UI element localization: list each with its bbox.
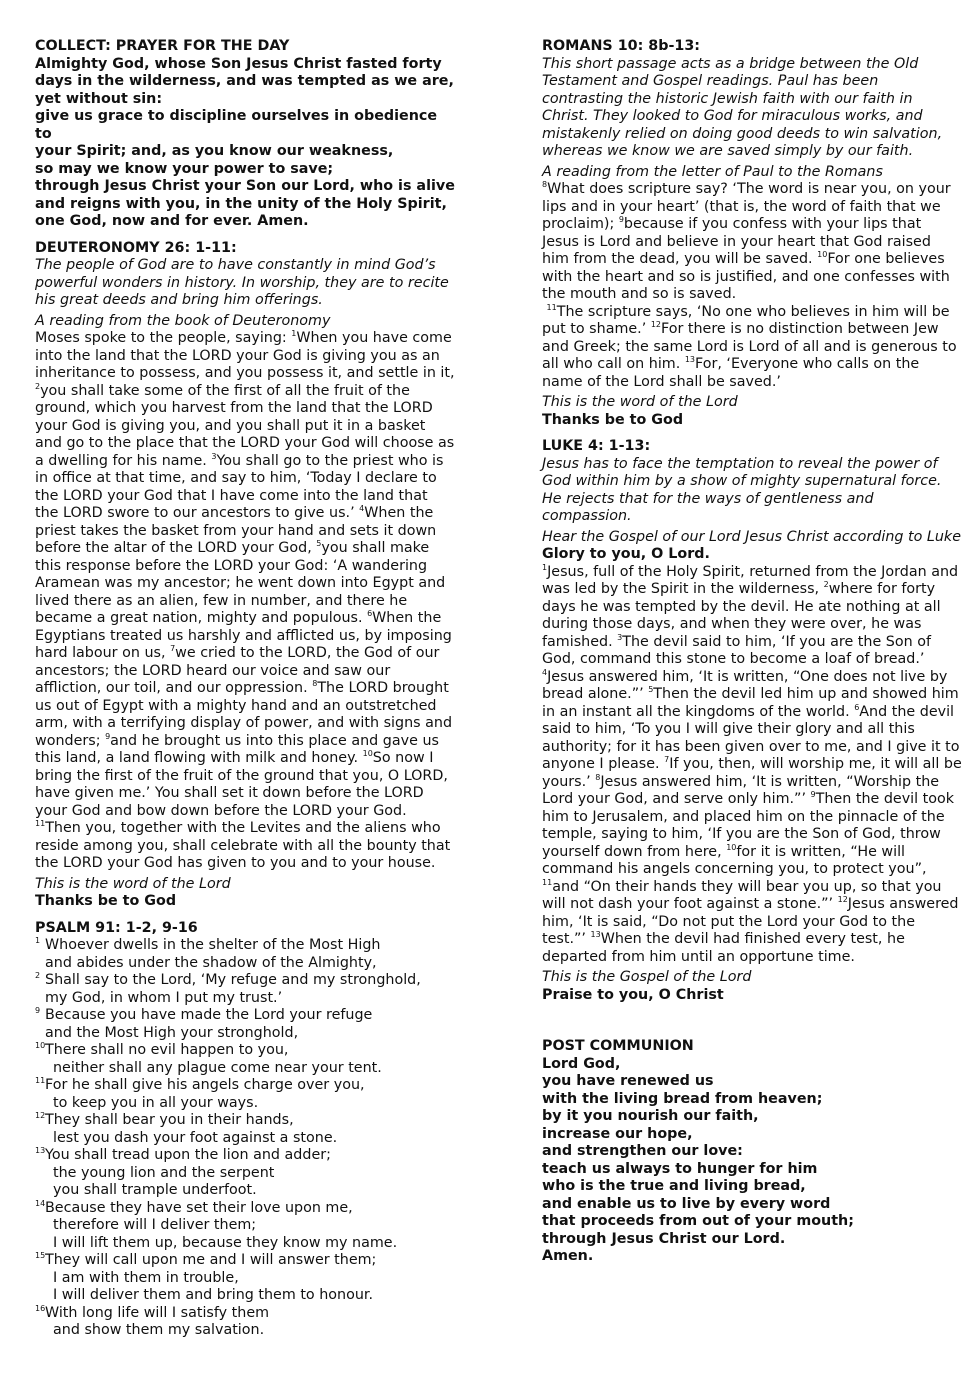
post-communion-line: and enable us to live by every word	[542, 1195, 831, 1212]
verse-text: and “On their hands they will bear you up, so that you will not dash your foot against a stone.”’	[542, 878, 942, 912]
psalm-line-text: Whoever dwells in the shelter of the Most High	[45, 937, 381, 953]
luke-announcement-response: Glory to you, O Lord.	[542, 546, 710, 562]
verse-text: The devil said to him, ‘If you are the Son of God, command this stone to become a loaf of bread.’	[542, 633, 932, 667]
verse-number: 11	[546, 302, 557, 312]
psalm-line	[35, 1060, 455, 1078]
verse-number: 9	[105, 731, 111, 741]
psalm-line-text: lest you dash your foot against a stone.	[53, 1129, 338, 1146]
verse-text: for it is written, “He will command his angels concerning you, to protect you”,	[542, 843, 927, 877]
psalm-line-text: to keep you in all your ways.	[53, 1094, 259, 1111]
psalm-heading: PSALM 91: 1-2, 9-16	[35, 919, 198, 936]
romans-heading: ROMANS 10: 8b-13:	[542, 38, 701, 54]
psalm-line: 14Because they have set their love upon me,	[35, 1198, 353, 1216]
psalm-line	[35, 1217, 455, 1235]
verse-number: 7	[664, 755, 670, 764]
deuteronomy-response: Thanks be to God	[35, 893, 177, 909]
verse-number: 1	[542, 562, 548, 572]
psalm-line	[35, 1025, 455, 1043]
psalm-line	[35, 1130, 455, 1148]
romans-intro: This short passage acts as a bridge between the Old Testament and Gospel readings. Paul has been contrasting the historic Jewish faith with our faith in Christ. They looked to God for miraculous works, and mistakenly relied on doing good deeds to win salvation, whereas we know we are saved simply by our faith.	[542, 55, 943, 159]
verse-number: 11	[35, 819, 46, 828]
verse-number: 11	[542, 877, 553, 887]
verse-number: 12	[650, 320, 661, 329]
psalm-line	[35, 990, 455, 1008]
post-communion-line: with the living bread from heaven;	[542, 1090, 823, 1107]
post-communion-line: who is the true and living bread,	[542, 1178, 806, 1194]
verse-text: For one believes with the heart and so is justified, and one confesses with the mouth and so is saved.	[542, 251, 950, 302]
deuteronomy-reading	[35, 330, 455, 873]
post-communion-section	[542, 1038, 962, 1266]
romans-reading-cont	[542, 304, 962, 392]
psalm-line-text: you shall trample underfoot.	[53, 1182, 257, 1198]
psalm-line-text: They will call upon me and I will answer them;	[45, 1252, 377, 1268]
verse-number: 13	[684, 355, 695, 364]
verse-text: You shall go to the priest who is in office at that time, and say to him, ‘Today I declare to the LORD your God that I have come into the land that the LORD swore to our ancestors to give us.’	[35, 452, 444, 521]
verse-text: When you have come into the land that the LORD your God is giving you as an inheritance to possess, and you possess it, and settle in it,	[35, 330, 455, 381]
psalm-line-text: For he shall give his angels charge over you,	[45, 1077, 365, 1093]
psalm-line: 16With long life will I satisfy them	[35, 1303, 270, 1321]
psalm-line-text: Because you have made the Lord your refuge	[45, 1007, 373, 1023]
deuteronomy-announcement: A reading from the book of Deuteronomy	[35, 312, 331, 329]
luke-response: Praise to you, O Christ	[542, 986, 724, 1003]
romans-response: Thanks be to God	[542, 411, 684, 428]
verse-number: 9	[618, 215, 624, 224]
verse-text: So now I bring the first of the fruit of the ground that you, O LORD, have given me.’ You shall set it down before the LORD your God and bow down before the LORD your God.	[35, 750, 448, 819]
psalm-line-text: With long life will I satisfy them	[45, 1304, 270, 1321]
psalm-text	[35, 937, 455, 1340]
verse-number: 1	[291, 329, 297, 338]
verse-text: Moses spoke to the people, saying:	[35, 330, 292, 346]
verse-number: 10	[817, 250, 828, 259]
psalm-line-text: There shall no evil happen to you,	[45, 1042, 289, 1058]
psalm-line	[35, 1165, 455, 1183]
verse-number: 6	[367, 609, 373, 618]
post-communion-line: that proceeds from out of your mouth;	[542, 1213, 854, 1229]
psalm-line-text: Shall say to the Lord, ‘My refuge and my stronghold,	[45, 972, 421, 988]
psalm-line-text: and show them my salvation.	[53, 1322, 265, 1338]
verse-text: we cried to the LORD, the God of our ancestors; the LORD heard our voice and saw our affliction, our toil, and our oppression.	[35, 645, 440, 696]
verse-text: For, ‘Everyone who calls on the name of the Lord shall be saved.’	[542, 356, 920, 390]
luke-heading: LUKE 4: 1-13:	[542, 438, 651, 454]
verse-text: For there is no distinction between Jew and Greek; the same Lord is Lord of all and is generous to all who call on him.	[542, 321, 957, 372]
collect-line: Almighty God, whose Son Jesus Christ fasted forty	[35, 55, 442, 72]
luke-section	[542, 438, 962, 1004]
psalm-line-text: neither shall any plague come near your tent.	[53, 1059, 382, 1076]
luke-closing: This is the Gospel of the Lord	[542, 969, 752, 985]
verse-text: Jesus, full of the Holy Spirit, returned from the Jordan and was led by the Spirit in the wilderness,	[542, 563, 959, 597]
post-communion-line: Lord God,	[542, 1055, 621, 1072]
verse-text: And the devil said to him, ‘To you I will give their glory and all this authority; for it has been given over to me, and I give it to anyone I please.	[542, 703, 960, 772]
verse-text: When the priest takes the basket from your hand and sets it down before the altar of the LORD your God,	[35, 505, 437, 556]
post-communion-line: by it you nourish our faith,	[542, 1108, 759, 1124]
collect-heading: COLLECT: PRAYER FOR THE DAY	[35, 38, 290, 54]
collect-line: so may we know your power to save;	[35, 160, 334, 177]
psalm-line: 15They will call upon me and I will answer them;	[35, 1251, 377, 1268]
verse-number: 10	[726, 842, 737, 852]
collect-line: yet without sin:	[35, 90, 163, 107]
verse-number: 10	[362, 749, 373, 758]
collect-section	[35, 38, 455, 231]
psalm-line-text: I will lift them up, because they know my name.	[53, 1234, 398, 1251]
psalm-line	[35, 1235, 455, 1253]
romans-reading	[542, 181, 962, 304]
psalm-line	[35, 1182, 455, 1200]
luke-reading	[542, 564, 962, 967]
verse-text: Jesus answered him, ‘It is written, “One does not live by bread alone.”’	[542, 668, 948, 702]
post-communion-heading: POST COMMUNION	[542, 1038, 694, 1054]
verse-text: The LORD brought us out of Egypt with a mighty hand and an outstretched arm, with a terrifying display of power, and with signs and wonders;	[35, 680, 453, 749]
psalm-line-text: I will deliver them and bring them to honour.	[53, 1287, 374, 1303]
post-communion-line: increase our hope,	[542, 1125, 693, 1142]
collect-line: give us grace to discipline ourselves in obedience to	[35, 108, 438, 142]
verse-text: because if you confess with your lips that Jesus is Lord and believe in your heart that God raised him from the dead, you will be saved.	[542, 216, 931, 267]
psalm-line: 11For he shall give his angels charge over you,	[35, 1076, 365, 1093]
luke-announcement: Hear the Gospel of our Lord Jesus Christ according to Luke	[542, 528, 962, 545]
verse-number: 2	[823, 580, 829, 589]
verse-number: 12	[837, 895, 848, 904]
deuteronomy-heading: DEUTERONOMY 26: 1-11:	[35, 239, 237, 256]
post-communion-line: and strengthen our love:	[542, 1143, 743, 1159]
psalm-line-text: I am with them in trouble,	[53, 1269, 239, 1286]
verse-number: 8	[595, 772, 601, 782]
collect-line: your Spirit; and, as you know our weakness,	[35, 143, 394, 159]
psalm-line: 13You shall tread upon the lion and adder;	[35, 1146, 331, 1163]
post-communion-line: through Jesus Christ our Lord.	[542, 1230, 786, 1247]
verse-text: When the devil had finished every test, he departed from him until an opportune time.	[542, 931, 905, 965]
collect-line: and reigns with you, in the unity of the Holy Spirit,	[35, 195, 447, 212]
romans-announcement: A reading from the letter of Paul to the Romans	[542, 163, 883, 180]
psalm-line	[35, 1095, 455, 1113]
verse-text: Then the devil took him to Jerusalem, and placed him on the pinnacle of the temple, saying to him, ‘If you are the Son of God, throw yourself down from here,	[542, 791, 955, 860]
verse-text: Then the devil led him up and showed him in an instant all the kingdoms of the world.	[542, 686, 959, 720]
deuteronomy-section	[35, 240, 455, 911]
romans-section	[542, 38, 962, 429]
verse-text: If you, then, will worship me, it will all be yours.’	[542, 756, 962, 790]
deuteronomy-closing: This is the word of the Lord	[35, 875, 231, 892]
deuteronomy-intro: The people of God are to have constantly in mind God’s powerful wonders in history. In worship, they are to recite his great deeds and bring him offerings.	[35, 257, 449, 308]
verse-number: 6	[854, 702, 860, 712]
psalm-section	[35, 920, 455, 1340]
psalm-line	[35, 1287, 455, 1305]
psalm-line-text: therefore will I deliver them;	[53, 1217, 257, 1233]
verse-number: 13	[590, 930, 601, 939]
verse-text: When the Egyptians treated us harshly and afflicted us, by imposing hard labour on us,	[35, 610, 452, 661]
collect-prayer	[35, 56, 455, 231]
psalm-line: 10There shall no evil happen to you,	[35, 1041, 289, 1058]
psalm-line: 2 Shall say to the Lord, ‘My refuge and my stronghold,	[35, 971, 421, 988]
psalm-line-text: They shall bear you in their hands,	[45, 1112, 294, 1128]
collect-line: days in the wilderness, and was tempted as we are,	[35, 73, 454, 89]
psalm-line-text: Because they have set their love upon me,	[45, 1199, 353, 1216]
collect-line: through Jesus Christ your Son our Lord, who is alive	[35, 178, 455, 194]
verse-text: Then you, together with the Levites and the aliens who reside among you, shall celebrate with all the bounty that the LORD your God has given to you and to your house.	[35, 820, 451, 871]
verse-number: 4	[359, 504, 365, 513]
verse-number: 4	[542, 667, 548, 677]
psalm-line: 1 Whoever dwells in the shelter of the Most High	[35, 936, 381, 953]
verse-text: What does scripture say? ‘The word is near you, on your lips and in your heart’ (that is, the word of faith that we proclaim);	[542, 181, 951, 232]
verse-number: 3	[211, 451, 217, 461]
psalm-line-text: the young lion and the serpent	[53, 1164, 275, 1181]
post-communion-line: Amen.	[542, 1248, 594, 1264]
verse-text: where for forty days he was tempted by the devil. He ate nothing at all during those days, and when they were over, he was famished.	[542, 581, 941, 650]
verse-text: you shall make this response before the LORD your God: ‘A wandering Aramean was my ancestor; he went down into Egypt and lived there as an alien, few in number, and there he became a great nation, mighty and populous.	[35, 540, 446, 626]
verse-text: Jesus answered him, ‘It is said, “Do not put the Lord your God to the test.”’	[542, 896, 959, 947]
post-communion-line: teach us always to hunger for him	[542, 1160, 818, 1177]
right-column	[542, 38, 962, 1266]
psalm-line	[35, 955, 455, 973]
psalm-line: 9 Because you have made the Lord your refuge	[35, 1006, 373, 1023]
verse-text: The scripture says, ‘No one who believes in him will be put to shame.’	[542, 303, 950, 337]
psalm-line	[35, 1270, 455, 1288]
verse-number: 8	[542, 180, 548, 189]
verse-number: 5	[648, 685, 654, 694]
psalm-line-text: and the Most High your stronghold,	[45, 1024, 299, 1041]
psalm-line-text: my God, in whom I put my trust.’	[45, 989, 283, 1006]
verse-number: 9	[810, 790, 816, 799]
romans-closing: This is the word of the Lord	[542, 394, 738, 410]
psalm-line-text: and abides under the shadow of the Almighty,	[45, 954, 377, 971]
verse-text: and he brought us into this place and gave us this land, a land flowing with milk and honey.	[35, 732, 439, 766]
psalm-line: 12They shall bear you in their hands,	[35, 1111, 294, 1128]
verse-number: 2	[35, 381, 41, 391]
verse-text: Jesus answered him, ‘It is written, “Worship the Lord your God, and serve only him.”’	[542, 773, 940, 807]
verse-text: you shall take some of the first of all the fruit of the ground, which you harvest from the land that the LORD your God is giving you, and you shall put it in a basket and go to the place that the LORD your God will choose as a dwelling for his name.	[35, 382, 455, 469]
verse-number: 3	[617, 632, 623, 642]
verse-number: 7	[170, 644, 176, 653]
post-communion-line: you have renewed us	[542, 1073, 714, 1089]
psalm-line	[35, 1322, 455, 1340]
psalm-line-text: You shall tread upon the lion and adder;	[45, 1147, 331, 1163]
luke-intro: Jesus has to face the temptation to reveal the power of God within him by a show of mighty supernatural force. He rejects that for the ways of gentleness and compassion.	[542, 455, 942, 524]
verse-number: 8	[312, 679, 318, 688]
left-column	[35, 38, 455, 1340]
verse-number: 5	[316, 539, 322, 548]
collect-line: one God, now and for ever. Amen.	[35, 213, 309, 229]
